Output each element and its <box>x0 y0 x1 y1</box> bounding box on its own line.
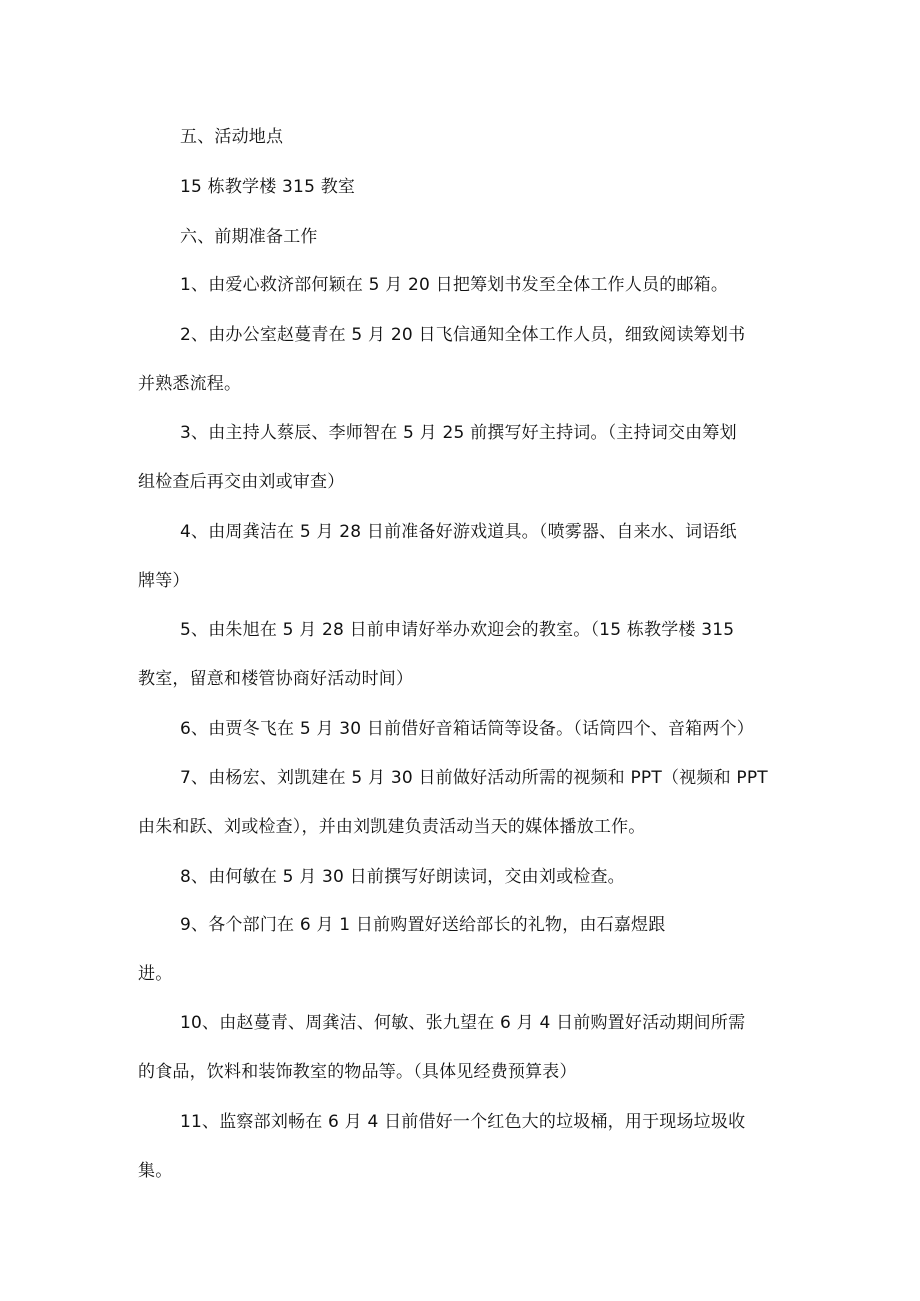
task-item-9-continued: 进。 <box>138 964 173 984</box>
task-item-5: 5、由朱旭在 5 月 28 日前申请好举办欢迎会的教室。（15 栋教学楼 315 <box>180 620 735 640</box>
section-heading-preparation: 六、前期准备工作 <box>180 227 318 247</box>
task-item-7-continued: 由朱和跃、刘或检查），并由刘凯建负责活动当天的媒体播放工作。 <box>138 817 646 837</box>
task-item-11-continued: 集。 <box>138 1161 173 1181</box>
task-item-7: 7、由杨宏、刘凯建在 5 月 30 日前做好活动所需的视频和 PPT（视频和 PPT <box>180 768 768 788</box>
task-item-1: 1、由爱心救济部何颖在 5 月 20 日把筹划书发至全体工作人员的邮箱。 <box>180 275 729 295</box>
task-item-8: 8、由何敏在 5 月 30 日前撰写好朗读词，交由刘或检查。 <box>180 867 625 887</box>
task-item-11: 11、监察部刘畅在 6 月 4 日前借好一个红色大的垃圾桶，用于现场垃圾收 <box>180 1112 746 1132</box>
location-text: 15 栋教学楼 315 教室 <box>180 177 356 197</box>
task-item-10: 10、由赵蔓青、周龚洁、何敏、张九望在 6 月 4 日前购置好活动期间所需 <box>180 1013 746 1033</box>
task-item-4-continued: 牌等） <box>138 571 190 591</box>
task-item-2-continued: 并熟悉流程。 <box>138 374 242 394</box>
task-item-2: 2、由办公室赵蔓青在 5 月 20 日飞信通知全体工作人员，细致阅读筹划书 <box>180 325 746 345</box>
task-item-4: 4、由周龚洁在 5 月 28 日前准备好游戏道具。（喷雾器、自来水、词语纸 <box>180 522 737 542</box>
task-item-6: 6、由贾冬飞在 5 月 30 日前借好音箱话筒等设备。（话筒四个、音箱两个） <box>180 719 754 739</box>
task-item-10-continued: 的食品，饮料和装饰教室的物品等。（具体见经费预算表） <box>138 1062 577 1082</box>
task-item-3: 3、由主持人蔡辰、李师智在 5 月 25 前撰写好主持词。（主持词交由筹划 <box>180 423 737 443</box>
task-item-5-continued: 教室，留意和楼管协商好活动时间） <box>138 669 414 689</box>
task-item-9: 9、各个部门在 6 月 1 日前购置好送给部长的礼物，由石嘉煜跟 <box>180 915 666 935</box>
section-heading-location: 五、活动地点 <box>180 127 284 147</box>
task-item-3-continued: 组检查后再交由刘或审查） <box>138 472 345 492</box>
